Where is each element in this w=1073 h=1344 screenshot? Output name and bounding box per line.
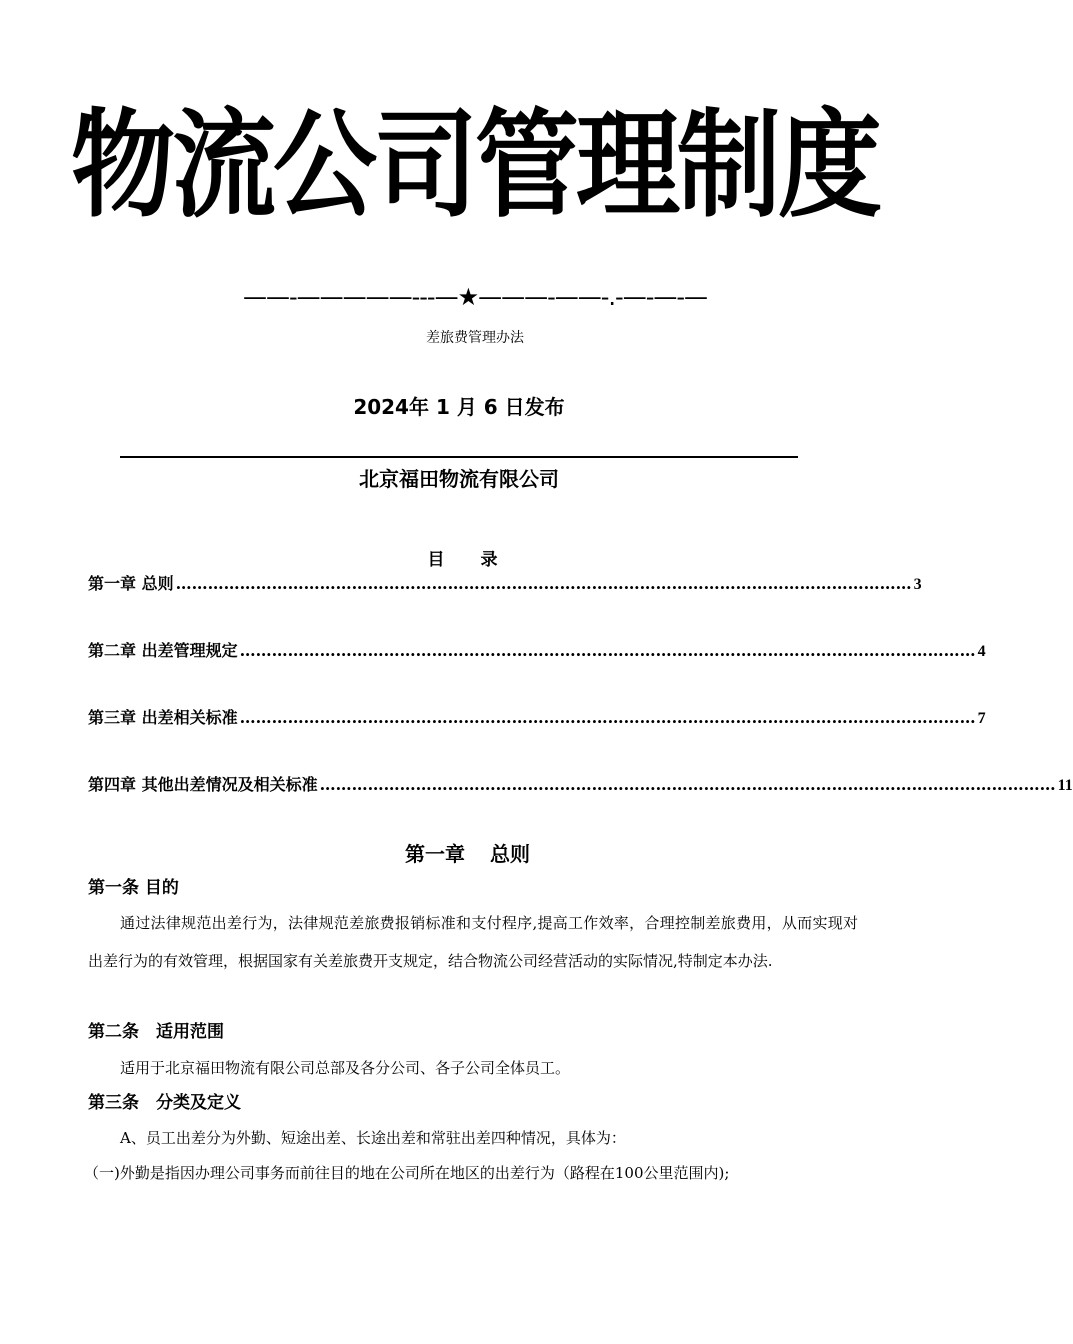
- toc-item-page: 11: [1057, 777, 1073, 794]
- toc-item[interactable]: [88, 773, 1073, 798]
- main-title: 物流公司管理制度: [70, 96, 879, 234]
- article-paragraph: 通过法律规范出差行为，法律规范差旅费报销标准和支付程序,提高工作效率，合理控制差旅费用，从而实现对出差行为的有效管理，根据国家有关差旅费开支规定，结合物流公司经营活动的实际情况,特制定本办法.: [88, 914, 858, 970]
- chapter-heading: 第一章 总则: [405, 842, 530, 866]
- company-name: 北京福田物流有限公司: [359, 467, 559, 491]
- toc-leader-dots: …………………………………………………………………………………………………………………………: [239, 708, 976, 727]
- toc-leader-dots: …………………………………………………………………………………………………………………………: [239, 641, 976, 660]
- toc-item[interactable]: [88, 706, 986, 731]
- article-paragraph: A、员工出差分为外勤、短途出差、长途出差和常驻出差四种情况，具体为：: [120, 1129, 626, 1147]
- toc-item-label: 第四章 其他出差情况及相关标准: [88, 775, 318, 794]
- toc-item-page: 3: [913, 576, 922, 593]
- decorative-divider: ——-—————---—★———-——-.-—-—-—: [242, 283, 708, 311]
- toc-item-label: 第一章 总则: [88, 574, 174, 593]
- toc-leader-dots: …………………………………………………………………………………………………………………………: [319, 775, 1056, 794]
- document-subtitle: 差旅费管理办法: [426, 330, 524, 346]
- publish-date: 2024年 1 月 6 日发布: [353, 395, 565, 419]
- article-paragraph: 适用于北京福田物流有限公司总部及各分公司、各子公司全体员工。: [120, 1059, 571, 1077]
- toc-title: 目 录: [427, 550, 498, 570]
- toc-item[interactable]: [88, 639, 986, 664]
- toc-item-page: 4: [977, 643, 986, 660]
- article-heading: 第一条 目的: [88, 878, 179, 898]
- toc-item[interactable]: [88, 572, 922, 597]
- article-heading: 第三条 分类及定义: [88, 1093, 241, 1113]
- toc-leader-dots: …………………………………………………………………………………………………………………………: [175, 574, 912, 593]
- toc-item-label: 第三章 出差相关标准: [88, 708, 238, 727]
- toc-item-page: 7: [977, 710, 986, 727]
- toc-item-label: 第二章 出差管理规定: [88, 641, 238, 660]
- article-paragraph: （一)外勤是指因办理公司事务而前往目的地在公司所在地区的出差行为（路程在100公里范围内);: [84, 1164, 730, 1182]
- horizontal-rule: [120, 456, 798, 458]
- article-heading: 第二条 适用范围: [88, 1022, 224, 1042]
